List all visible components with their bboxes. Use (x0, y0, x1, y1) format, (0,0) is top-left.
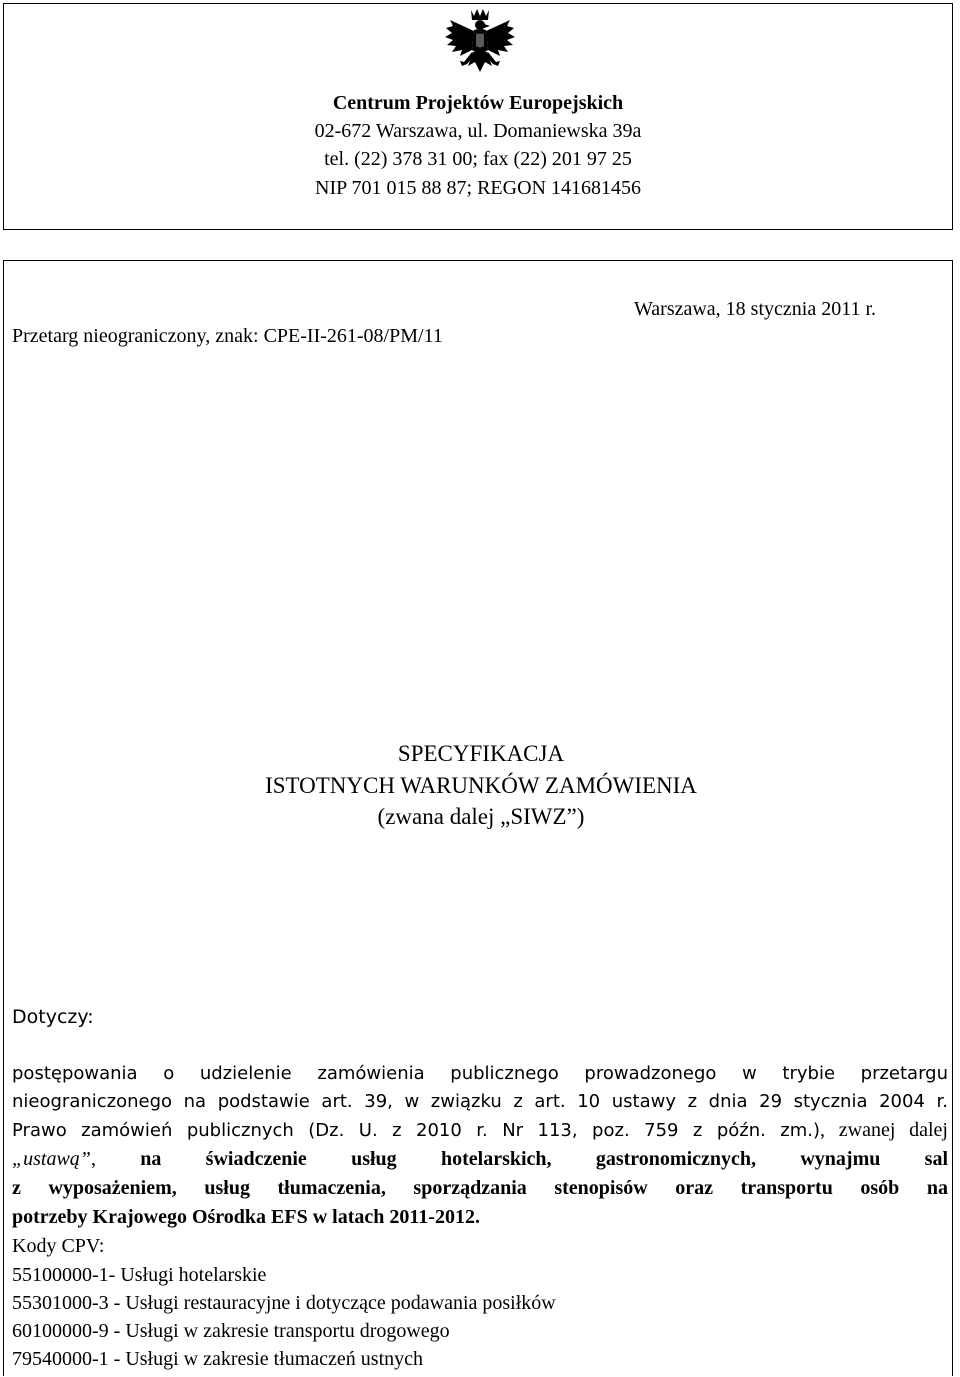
document-date: Warszawa, 18 stycznia 2011 r. (634, 298, 877, 320)
cpv-label: Kody CPV: (12, 1235, 105, 1257)
subject-line-4-comma: , (90, 1148, 96, 1170)
title-line-3: (zwana dalej „SIWZ”) (377, 804, 585, 829)
subject-line-1-text: postępowania o udzielenie zamówienia publicznego prowadzonego w trybie przetargu (12, 1063, 948, 1084)
subject-line-6: potrzeby Krajowego Ośrodka EFS w latach 2011-2012. (12, 1206, 480, 1228)
subject-line-2-text: nieograniczonego na podstawie art. 39, w związku z art. 10 ustawy z dnia 29 stycznia 2004 r. (12, 1091, 948, 1112)
subject-paragraph-serif (12, 1145, 948, 1232)
org-address: 02-672 Warszawa, ul. Domaniewska 39a (314, 120, 642, 142)
org-ids: NIP 701 015 88 87; REGON 141681456 (315, 177, 641, 199)
tender-reference: Przetarg nieograniczony, znak: CPE-II-261-08/PM/11 (12, 325, 443, 347)
subject-paragraph (12, 1060, 948, 1144)
title-line-2: ISTOTNYCH WARUNKÓW ZAMÓWIENIA (265, 773, 697, 798)
cpv-code-2: 55301000-3 - Usługi restauracyjne i dotyczące podawania posiłków (12, 1292, 556, 1314)
subject-line-5 (12, 1174, 948, 1203)
subject-line-3a-text: Prawo zamówień publicznych (Dz. U. z 2010 r. Nr 113, poz. 759 z późn. zm.) (12, 1120, 821, 1141)
subject-line-4 (12, 1145, 948, 1174)
eagle-emblem-icon (440, 6, 520, 86)
subject-line-3 (12, 1116, 948, 1144)
subject-line-2 (12, 1088, 948, 1116)
subject-line-5-text: z wyposażeniem, usług tłumaczenia, sporządzania stenopisów oraz transportu osób na (12, 1177, 948, 1199)
subject-line-3b-text: , zwanej dalej (820, 1119, 948, 1141)
org-name: Centrum Projektów Europejskich (332, 92, 624, 114)
cpv-code-3: 60100000-9 - Usługi w zakresie transportu drogowego (12, 1320, 450, 1342)
act-name-italic: „ustawą” (12, 1148, 91, 1170)
subject-line-1 (12, 1060, 948, 1088)
cpv-code-4: 79540000-1 - Usługi w zakresie tłumaczeń ustnych (12, 1348, 424, 1370)
concerns-label: Dotyczy: (12, 1006, 94, 1028)
title-line-1: SPECYFIKACJA (397, 741, 565, 766)
cpv-code-1: 55100000-1- Usługi hotelarskie (12, 1264, 267, 1286)
org-phone-fax: tel. (22) 378 31 00; fax (22) 201 97 25 (324, 148, 632, 170)
subject-line-4-bold: na świadczenie usług hotelarskich, gastronomicznych, wynajmu sal (140, 1148, 948, 1170)
